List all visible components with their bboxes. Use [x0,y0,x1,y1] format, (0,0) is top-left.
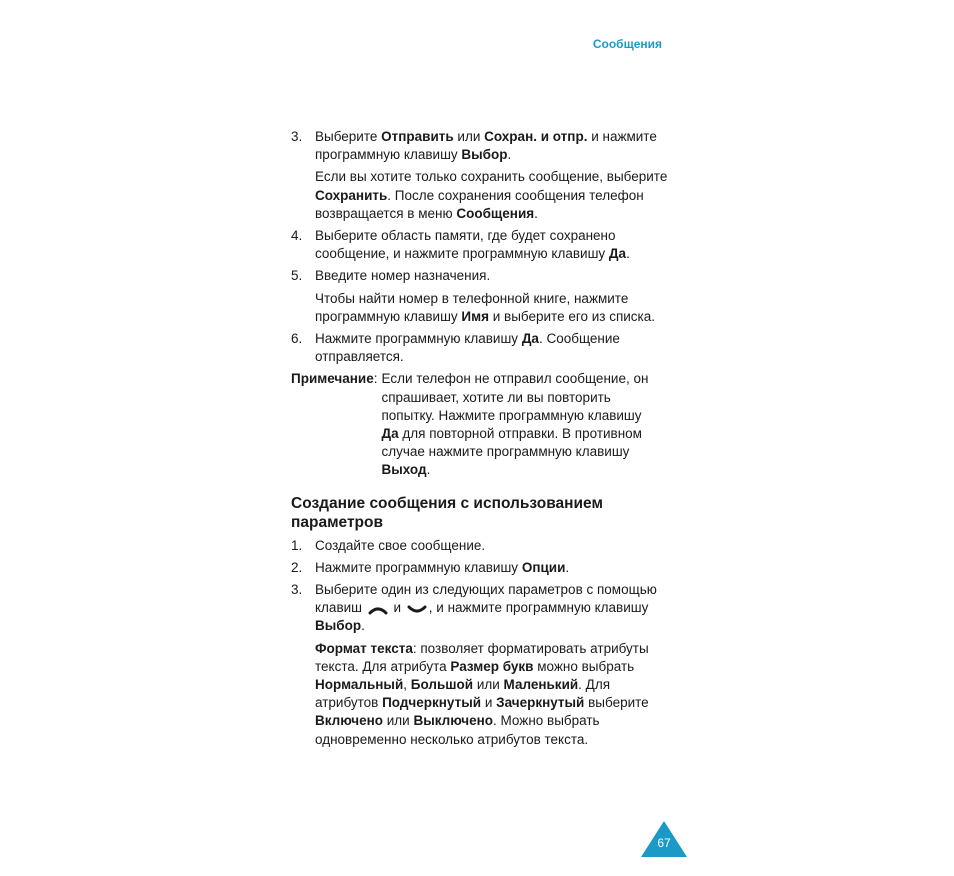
step-3-select [291,581,671,636]
step-text: Выберите один из следующих параметров с помощью клавиш и , и нажмите программную клавишу Выбор. [315,582,657,634]
nav-up-key-icon [368,603,388,615]
step-4-memory [291,227,671,263]
section-heading: Создание сообщения с использованием параметров [291,494,603,531]
step-number: 1. [291,537,303,553]
step-5-number [291,267,671,285]
step-6-send [291,330,671,366]
section-title: Сообщения [592,37,662,51]
step-2-options [291,559,671,577]
nav-down-key-icon [407,603,427,615]
step-text: Нажмите программную клавишу Да. Сообщение отправляется. [315,331,620,365]
step-1-create [291,537,671,555]
step-number: 3. [291,582,303,598]
text-format-description: Формат текста: позволяет форматировать атрибуты текста. Для атрибута Размер букв можно выбрать Нормальный, Большой или Маленький. Для атрибутов Подчеркнутый и Зачеркнутый выберите Включено или Выключено. Можно выбрать одновременно несколько атрибутов текста. [315,640,649,747]
step-number: 4. [291,228,303,244]
step-text: Введите номер назначения. [315,268,491,284]
step-number: 6. [291,331,303,347]
note-text: Если телефон не отправил сообщение, он спрашивает, хотите ли вы повторить попытку. Нажмите программную клавишу Да для повторной отправки. В противном случае нажмите программную клавишу Выход. [381,371,649,478]
step-text: Создайте свое сообщение. [315,537,486,553]
page-number: 67 [657,836,671,850]
step-text: Нажмите программную клавишу Опции. [315,559,570,575]
step-text: Выберите область памяти, где будет сохранено сообщение, и нажмите программную клавишу Да. [315,228,630,262]
step-text: Выберите Отправить или Сохран. и отпр. и нажмите программную клавишу Выбор. [315,129,657,163]
step-3-save [291,128,671,164]
note-label: Примечание: [291,371,378,387]
step-number: 5. [291,268,303,284]
step-number: 3. [291,129,303,144]
step-5-detail: Чтобы найти номер в телефонной книге, нажмите программную клавишу Имя и выберите его из списка. [315,290,656,324]
step-3-detail: Если вы хотите только сохранить сообщение, выберите Сохранить. После сохранения сообщения телефон возвращается в меню Сообщения. [315,169,668,221]
note-block [291,370,671,479]
step-number: 2. [291,559,303,575]
page-content [291,128,671,753]
